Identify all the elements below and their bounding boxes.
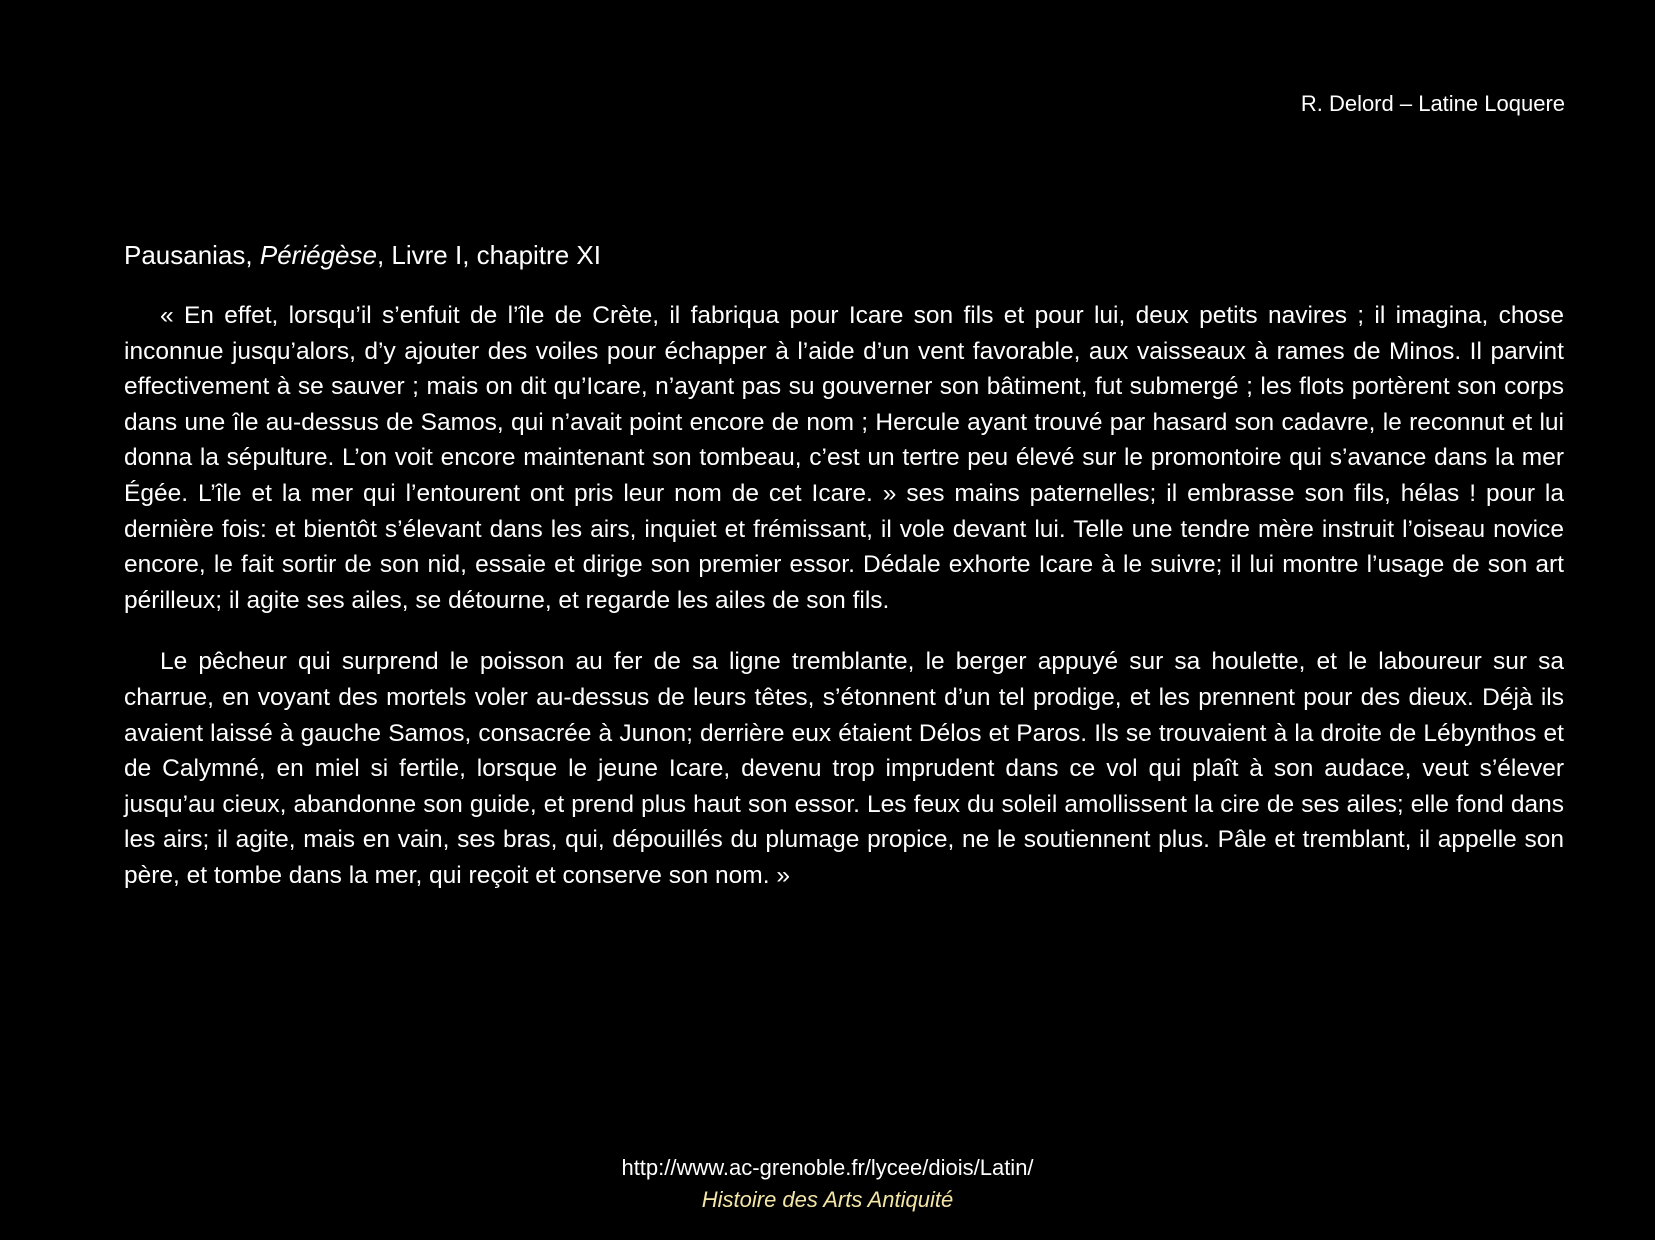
footer-subtitle: Histoire des Arts Antiquité xyxy=(701,1187,954,1212)
author-credit: R. Delord – Latine Loquere xyxy=(1300,91,1565,116)
source-author: Pausanias, xyxy=(124,240,260,270)
source-citation xyxy=(124,238,1564,272)
document-body xyxy=(124,238,1564,920)
source-work-title: Périégèse xyxy=(259,240,377,270)
footer-url: http://www.ac-grenoble.fr/lycee/diois/Latin/ xyxy=(621,1155,1034,1180)
source-location: , Livre I, chapitre XI xyxy=(376,240,601,270)
paragraph-1: « En effet, lorsqu’il s’enfuit de l’île de Crète, il fabriqua pour Icare son fils et pour lui, deux petits navires ; il imagina, chose inconnue jusqu’alors, d’y ajouter des voiles pour échapper à l’aide d’un vent favorable, aux vaisseaux à rames de Minos. Il parvint effectivement à se sauver ; mais on dit qu’Icare, n’ayant pas su gouverner son bâtiment, fut submergé ; les flots portèrent son corps dans une île au-dessus de Samos, qui n’avait point encore de nom ; Hercule ayant trouvé par hasard son cadavre, le reconnut et lui donna la sépulture. L’on voit encore maintenant son tombeau, c’est un tertre peu élevé sur le promontoire qui s’avance dans la mer Égée. L’île et la mer qui l’entourent ont pris leur nom de cet Icare. » ses mains paternelles; il embrasse son fils, hélas ! pour la dernière fois: et bientôt s’élevant dans les airs, inquiet et frémissant, il vole devant lui. Telle une tendre mère instruit l’oiseau novice encore, le fait sortir de son nid, essaie et dirige son premier essor. Dédale exhorte Icare à le suivre; il lui montre l’usage de son art périlleux; il agite ses ailes, se détourne, et regarde les ailes de son fils. xyxy=(124,302,1564,614)
paragraph-2: Le pêcheur qui surprend le poisson au fer de sa ligne tremblante, le berger appuyé sur sa houlette, et le laboureur sur sa charrue, en voyant des mortels voler au-dessus de leurs têtes, s’étonnent d’un tel prodige, et les prennent pour des dieux. Déjà ils avaient laissé à gauche Samos, consacrée à Junon; derrière eux étaient Délos et Paros. Ils se trouvaient à la droite de Lébynthos et de Calymné, en miel si fertile, lorsque le jeune Icare, devenu trop imprudent dans ce vol qui plaît à son audace, veut s’élever jusqu’au cieux, abandonne son guide, et prend plus haut son essor. Les feux du soleil amollissent la cire de ses ailes; elle fond dans les airs; il agite, mais en vain, ses bras, qui, dépouillés du plumage propice, ne le soutiennent plus. Pâle et tremblant, il appelle son père, et tombe dans la mer, qui reçoit et conserve son nom. » xyxy=(124,648,1564,889)
footer xyxy=(0,1152,1655,1216)
